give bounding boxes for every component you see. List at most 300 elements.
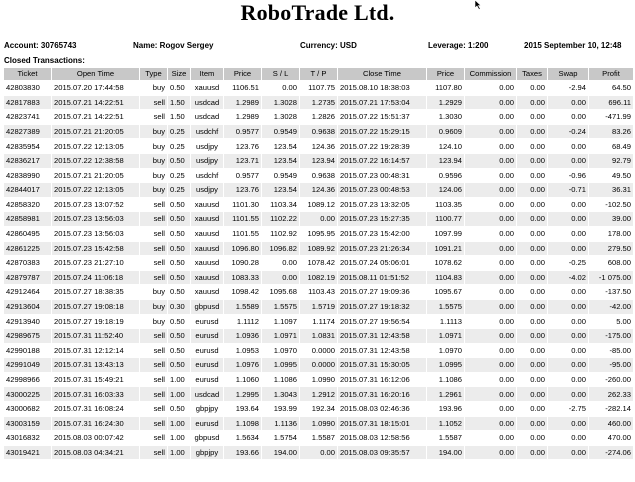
cell-taxes: 0.00: [517, 300, 547, 314]
cell-open-price: 1101.55: [224, 212, 261, 226]
cell-type: sell: [140, 417, 167, 431]
cell-item: gbpusd: [191, 431, 223, 445]
cell-commission: 0.00: [465, 358, 516, 372]
cell-open-price: 1101.55: [224, 227, 261, 241]
cell-stop-loss: 1.0970: [262, 344, 299, 358]
cell-swap: -0.71: [548, 183, 588, 197]
cell-commission: 0.00: [465, 446, 516, 460]
cell-stop-loss: 0.00: [262, 256, 299, 270]
cell-profit: 178.00: [589, 227, 633, 241]
table-row: [4, 81, 633, 95]
column-header-commission: Commission: [465, 68, 516, 80]
cell-type: buy: [140, 183, 167, 197]
cell-item: gbpjpy: [191, 402, 223, 416]
cell-close-price: 193.96: [427, 402, 464, 416]
column-header-close-time: Close Time: [338, 68, 426, 80]
cell-swap: 0.00: [548, 431, 588, 445]
cell-close-time: 2015.07.22 16:14:57: [338, 154, 426, 168]
cell-close-price: 1.0995: [427, 358, 464, 372]
cell-open-time: 2015.07.31 13:43:13: [52, 358, 139, 372]
cell-item: xauusd: [191, 212, 223, 226]
cell-item: usdjpy: [191, 154, 223, 168]
cell-ticket: 42823741: [4, 110, 51, 124]
cell-taxes: 0.00: [517, 154, 547, 168]
cell-commission: 0.00: [465, 110, 516, 124]
cell-take-profit: 1089.92: [300, 242, 337, 256]
cell-size: 0.50: [168, 242, 190, 256]
cell-take-profit: 0.0000: [300, 358, 337, 372]
table-row: [4, 373, 633, 387]
table-body: [4, 81, 633, 459]
cell-size: 0.50: [168, 227, 190, 241]
cell-type: buy: [140, 315, 167, 329]
cell-stop-loss: 1.3028: [262, 96, 299, 110]
cell-stop-loss: 1.1097: [262, 315, 299, 329]
cell-close-price: 1091.21: [427, 242, 464, 256]
cell-open-price: 1.0976: [224, 358, 261, 372]
cell-swap: 0.00: [548, 139, 588, 153]
cell-item: usdcad: [191, 387, 223, 401]
cell-size: 0.50: [168, 285, 190, 299]
column-header-swap: Swap: [548, 68, 588, 80]
cell-commission: 0.00: [465, 329, 516, 343]
cell-profit: 49.50: [589, 169, 633, 183]
cell-take-profit: 1095.95: [300, 227, 337, 241]
column-header-close-price: Price: [427, 68, 464, 80]
cell-close-price: 1.5587: [427, 431, 464, 445]
account-leverage: Leverage: 1:200: [428, 41, 489, 50]
cell-profit: 262.33: [589, 387, 633, 401]
cell-open-time: 2015.07.24 11:06:18: [52, 271, 139, 285]
cell-open-price: 1083.33: [224, 271, 261, 285]
cell-close-price: 1078.62: [427, 256, 464, 270]
cell-item: xauusd: [191, 256, 223, 270]
cell-take-profit: 192.34: [300, 402, 337, 416]
cell-profit: 608.00: [589, 256, 633, 270]
cell-stop-loss: 0.9549: [262, 125, 299, 139]
cell-taxes: 0.00: [517, 285, 547, 299]
cell-take-profit: 1.5587: [300, 431, 337, 445]
cell-open-price: 1098.42: [224, 285, 261, 299]
cell-open-price: 1096.80: [224, 242, 261, 256]
cell-swap: 0.00: [548, 154, 588, 168]
cell-take-profit: 123.94: [300, 154, 337, 168]
cell-take-profit: 124.36: [300, 183, 337, 197]
cell-close-price: 1.0971: [427, 329, 464, 343]
cell-size: 0.30: [168, 300, 190, 314]
cell-take-profit: 1.0990: [300, 373, 337, 387]
cell-stop-loss: 194.00: [262, 446, 299, 460]
cell-commission: 0.00: [465, 387, 516, 401]
cell-item: xauusd: [191, 285, 223, 299]
table-row: [4, 344, 633, 358]
cell-item: eurusd: [191, 344, 223, 358]
cell-taxes: 0.00: [517, 242, 547, 256]
cell-size: 0.50: [168, 344, 190, 358]
cell-type: sell: [140, 387, 167, 401]
cell-profit: 696.11: [589, 96, 633, 110]
cell-open-price: 1.5634: [224, 431, 261, 445]
cell-taxes: 0.00: [517, 256, 547, 270]
cell-taxes: 0.00: [517, 198, 547, 212]
cell-taxes: 0.00: [517, 96, 547, 110]
cell-ticket: 42879787: [4, 271, 51, 285]
cell-ticket: 42913604: [4, 300, 51, 314]
section-title: Closed Transactions:: [4, 56, 85, 65]
cell-open-time: 2015.07.23 13:56:03: [52, 212, 139, 226]
cell-item: eurusd: [191, 315, 223, 329]
cell-open-price: 123.76: [224, 139, 261, 153]
cell-item: usdjpy: [191, 183, 223, 197]
cell-ticket: 42913940: [4, 315, 51, 329]
cell-taxes: 0.00: [517, 125, 547, 139]
cell-close-price: 1103.35: [427, 198, 464, 212]
cell-open-price: 1.2989: [224, 110, 261, 124]
cell-profit: 36.31: [589, 183, 633, 197]
cell-swap: -2.75: [548, 402, 588, 416]
cell-ticket: 42870383: [4, 256, 51, 270]
cell-type: sell: [140, 402, 167, 416]
cell-swap: 0.00: [548, 198, 588, 212]
cell-item: usdjpy: [191, 139, 223, 153]
cell-take-profit: 1.1174: [300, 315, 337, 329]
cell-open-price: 1.1060: [224, 373, 261, 387]
cell-open-price: 1.0936: [224, 329, 261, 343]
cell-ticket: 43019421: [4, 446, 51, 460]
cell-open-price: 193.66: [224, 446, 261, 460]
cell-ticket: 42835954: [4, 139, 51, 153]
cell-close-price: 124.06: [427, 183, 464, 197]
cell-stop-loss: 1095.68: [262, 285, 299, 299]
cell-profit: 64.50: [589, 81, 633, 95]
cell-open-time: 2015.08.03 00:07:42: [52, 431, 139, 445]
cell-ticket: 42991049: [4, 358, 51, 372]
cell-swap: 0.00: [548, 300, 588, 314]
cell-item: xauusd: [191, 81, 223, 95]
cell-take-profit: 1.2735: [300, 96, 337, 110]
cell-swap: 0.00: [548, 315, 588, 329]
cell-ticket: 42861225: [4, 242, 51, 256]
cell-taxes: 0.00: [517, 227, 547, 241]
cell-ticket: 43000682: [4, 402, 51, 416]
cell-take-profit: 1.0990: [300, 417, 337, 431]
cell-open-time: 2015.07.31 15:49:21: [52, 373, 139, 387]
cell-taxes: 0.00: [517, 344, 547, 358]
cell-commission: 0.00: [465, 81, 516, 95]
cell-ticket: 42836217: [4, 154, 51, 168]
cell-commission: 0.00: [465, 285, 516, 299]
cell-open-price: 193.64: [224, 402, 261, 416]
cell-open-time: 2015.07.22 12:13:05: [52, 139, 139, 153]
cell-swap: -0.25: [548, 256, 588, 270]
cell-swap: -4.02: [548, 271, 588, 285]
table-row: [4, 212, 633, 226]
cell-taxes: 0.00: [517, 329, 547, 343]
cell-close-price: 1.1113: [427, 315, 464, 329]
cell-swap: 0.00: [548, 387, 588, 401]
cell-size: 1.50: [168, 96, 190, 110]
cell-type: sell: [140, 212, 167, 226]
cell-open-price: 1.2995: [224, 387, 261, 401]
cell-commission: 0.00: [465, 198, 516, 212]
table-row: [4, 256, 633, 270]
cell-open-price: 1.2989: [224, 96, 261, 110]
cell-close-time: 2015.07.21 17:53:04: [338, 96, 426, 110]
cell-type: sell: [140, 242, 167, 256]
cell-ticket: 43016832: [4, 431, 51, 445]
cell-size: 0.50: [168, 154, 190, 168]
column-header-type: Type: [140, 68, 167, 80]
column-header-ticket: Ticket: [4, 68, 51, 80]
cell-profit: 83.26: [589, 125, 633, 139]
cell-taxes: 0.00: [517, 431, 547, 445]
cell-swap: 0.00: [548, 446, 588, 460]
cell-take-profit: 1078.42: [300, 256, 337, 270]
table-row: [4, 285, 633, 299]
table-row: [4, 271, 633, 285]
cell-swap: 0.00: [548, 344, 588, 358]
cell-stop-loss: 1103.34: [262, 198, 299, 212]
cell-type: buy: [140, 139, 167, 153]
cell-profit: 68.49: [589, 139, 633, 153]
cell-item: eurusd: [191, 329, 223, 343]
cell-close-time: 2015.07.31 16:20:16: [338, 387, 426, 401]
cell-taxes: 0.00: [517, 358, 547, 372]
cell-type: sell: [140, 256, 167, 270]
cell-profit: -42.00: [589, 300, 633, 314]
cell-take-profit: 1082.19: [300, 271, 337, 285]
cell-take-profit: 0.9638: [300, 169, 337, 183]
cell-close-time: 2015.07.27 19:18:32: [338, 300, 426, 314]
cell-close-time: 2015.08.10 18:38:03: [338, 81, 426, 95]
table-row: [4, 329, 633, 343]
cell-taxes: 0.00: [517, 169, 547, 183]
cell-close-time: 2015.07.23 13:32:05: [338, 198, 426, 212]
cell-taxes: 0.00: [517, 212, 547, 226]
cell-commission: 0.00: [465, 315, 516, 329]
cell-commission: 0.00: [465, 169, 516, 183]
cell-close-time: 2015.07.22 15:29:15: [338, 125, 426, 139]
cell-stop-loss: 0.00: [262, 81, 299, 95]
cell-type: sell: [140, 358, 167, 372]
cell-commission: 0.00: [465, 242, 516, 256]
cell-stop-loss: 1.0971: [262, 329, 299, 343]
cell-close-time: 2015.07.23 15:42:00: [338, 227, 426, 241]
cell-profit: -85.00: [589, 344, 633, 358]
report-date: 2015 September 10, 12:48: [524, 41, 622, 50]
cell-open-time: 2015.07.31 12:12:14: [52, 344, 139, 358]
cell-ticket: 42998966: [4, 373, 51, 387]
cell-open-price: 1.1098: [224, 417, 261, 431]
table-row: [4, 183, 633, 197]
cell-item: xauusd: [191, 198, 223, 212]
cell-ticket: 42860495: [4, 227, 51, 241]
cell-close-time: 2015.07.31 18:15:01: [338, 417, 426, 431]
cell-stop-loss: 1102.92: [262, 227, 299, 241]
cell-stop-loss: 0.9549: [262, 169, 299, 183]
cell-open-price: 1101.30: [224, 198, 261, 212]
cell-size: 0.50: [168, 256, 190, 270]
cell-item: eurusd: [191, 417, 223, 431]
cell-close-price: 1.1052: [427, 417, 464, 431]
cell-stop-loss: 1.5754: [262, 431, 299, 445]
column-header-take-profit: T / P: [300, 68, 337, 80]
cell-close-time: 2015.08.03 02:46:36: [338, 402, 426, 416]
cell-type: sell: [140, 431, 167, 445]
cell-taxes: 0.00: [517, 417, 547, 431]
table-row: [4, 125, 633, 139]
cell-ticket: 42858981: [4, 212, 51, 226]
cell-close-price: 123.94: [427, 154, 464, 168]
cell-profit: 460.00: [589, 417, 633, 431]
cell-commission: 0.00: [465, 125, 516, 139]
cell-close-price: 1097.99: [427, 227, 464, 241]
cell-take-profit: 1103.43: [300, 285, 337, 299]
cell-ticket: 42827389: [4, 125, 51, 139]
cell-taxes: 0.00: [517, 315, 547, 329]
cell-ticket: 42803830: [4, 81, 51, 95]
table-row: [4, 417, 633, 431]
cell-open-time: 2015.07.31 16:08:24: [52, 402, 139, 416]
cell-close-time: 2015.07.23 00:48:53: [338, 183, 426, 197]
cell-swap: 0.00: [548, 96, 588, 110]
cell-close-time: 2015.07.24 05:06:01: [338, 256, 426, 270]
cell-commission: 0.00: [465, 431, 516, 445]
column-header-taxes: Taxes: [517, 68, 547, 80]
cell-close-time: 2015.07.22 19:28:39: [338, 139, 426, 153]
cell-take-profit: 1089.12: [300, 198, 337, 212]
account-info-bar: [0, 40, 635, 52]
cell-commission: 0.00: [465, 96, 516, 110]
cell-stop-loss: 1.5575: [262, 300, 299, 314]
cell-type: buy: [140, 81, 167, 95]
cell-open-time: 2015.07.22 12:13:05: [52, 183, 139, 197]
table-header-row: [4, 68, 633, 80]
cell-commission: 0.00: [465, 271, 516, 285]
cell-size: 0.50: [168, 271, 190, 285]
cell-taxes: 0.00: [517, 387, 547, 401]
cell-profit: -95.00: [589, 358, 633, 372]
cell-close-price: 1.1086: [427, 373, 464, 387]
cell-close-time: 2015.07.23 00:48:31: [338, 169, 426, 183]
cell-size: 1.00: [168, 431, 190, 445]
cell-stop-loss: 123.54: [262, 139, 299, 153]
cell-size: 1.00: [168, 373, 190, 387]
table-row: [4, 96, 633, 110]
table-row: [4, 198, 633, 212]
transactions-table: [3, 67, 634, 460]
cell-open-time: 2015.07.27 19:08:18: [52, 300, 139, 314]
column-header-stop-loss: S / L: [262, 68, 299, 80]
table-row: [4, 242, 633, 256]
cell-swap: 0.00: [548, 110, 588, 124]
cell-profit: -274.06: [589, 446, 633, 460]
cell-stop-loss: 1096.82: [262, 242, 299, 256]
cell-size: 0.50: [168, 315, 190, 329]
cell-item: usdcad: [191, 96, 223, 110]
cell-commission: 0.00: [465, 300, 516, 314]
cell-swap: -0.96: [548, 169, 588, 183]
cell-profit: 92.79: [589, 154, 633, 168]
company-title: RoboTrade Ltd.: [240, 0, 395, 25]
cell-take-profit: 0.9638: [300, 125, 337, 139]
cell-type: sell: [140, 446, 167, 460]
cell-taxes: 0.00: [517, 271, 547, 285]
table-row: [4, 431, 633, 445]
table-row: [4, 402, 633, 416]
cell-profit: 39.00: [589, 212, 633, 226]
cell-item: xauusd: [191, 242, 223, 256]
cell-close-time: 2015.07.31 15:30:05: [338, 358, 426, 372]
cell-type: sell: [140, 110, 167, 124]
cell-size: 0.25: [168, 169, 190, 183]
cell-open-time: 2015.07.23 13:56:03: [52, 227, 139, 241]
cell-taxes: 0.00: [517, 110, 547, 124]
column-header-open-price: Price: [224, 68, 261, 80]
cell-profit: -260.00: [589, 373, 633, 387]
cell-close-time: 2015.07.31 12:43:58: [338, 329, 426, 343]
cell-close-price: 1.2929: [427, 96, 464, 110]
cell-close-price: 0.9596: [427, 169, 464, 183]
cell-close-price: 124.10: [427, 139, 464, 153]
cell-take-profit: 0.00: [300, 446, 337, 460]
cell-ticket: 42858320: [4, 198, 51, 212]
cell-close-time: 2015.07.27 19:56:54: [338, 315, 426, 329]
cell-size: 0.25: [168, 183, 190, 197]
cell-open-price: 1106.51: [224, 81, 261, 95]
cell-take-profit: 1.2826: [300, 110, 337, 124]
cell-type: buy: [140, 285, 167, 299]
cell-open-price: 123.71: [224, 154, 261, 168]
cell-open-time: 2015.08.03 04:34:21: [52, 446, 139, 460]
cell-type: sell: [140, 271, 167, 285]
cell-size: 1.00: [168, 417, 190, 431]
cell-commission: 0.00: [465, 373, 516, 387]
cell-size: 0.25: [168, 139, 190, 153]
cell-open-time: 2015.07.31 16:03:33: [52, 387, 139, 401]
table-row: [4, 300, 633, 314]
cell-open-price: 0.9577: [224, 125, 261, 139]
cell-size: 1.00: [168, 387, 190, 401]
cell-type: buy: [140, 125, 167, 139]
cell-ticket: 42990188: [4, 344, 51, 358]
cell-close-time: 2015.07.31 12:43:58: [338, 344, 426, 358]
cell-item: eurusd: [191, 373, 223, 387]
cell-close-time: 2015.07.27 19:09:36: [338, 285, 426, 299]
column-header-size: Size: [168, 68, 190, 80]
cell-taxes: 0.00: [517, 183, 547, 197]
table-row: [4, 169, 633, 183]
cell-close-price: 1.0970: [427, 344, 464, 358]
cell-type: sell: [140, 344, 167, 358]
cell-commission: 0.00: [465, 417, 516, 431]
cell-swap: 0.00: [548, 242, 588, 256]
cell-profit: -137.50: [589, 285, 633, 299]
cell-open-price: 0.9577: [224, 169, 261, 183]
table-row: [4, 387, 633, 401]
cell-swap: -0.24: [548, 125, 588, 139]
cell-profit: 5.00: [589, 315, 633, 329]
cell-open-time: 2015.07.23 15:42:58: [52, 242, 139, 256]
cell-stop-loss: 123.54: [262, 154, 299, 168]
cell-item: eurusd: [191, 358, 223, 372]
cell-open-price: 123.76: [224, 183, 261, 197]
cell-commission: 0.00: [465, 212, 516, 226]
cell-close-price: 1104.83: [427, 271, 464, 285]
account-number: Account: 30765743: [4, 41, 77, 50]
cell-size: 0.50: [168, 358, 190, 372]
cell-close-price: 1.2961: [427, 387, 464, 401]
